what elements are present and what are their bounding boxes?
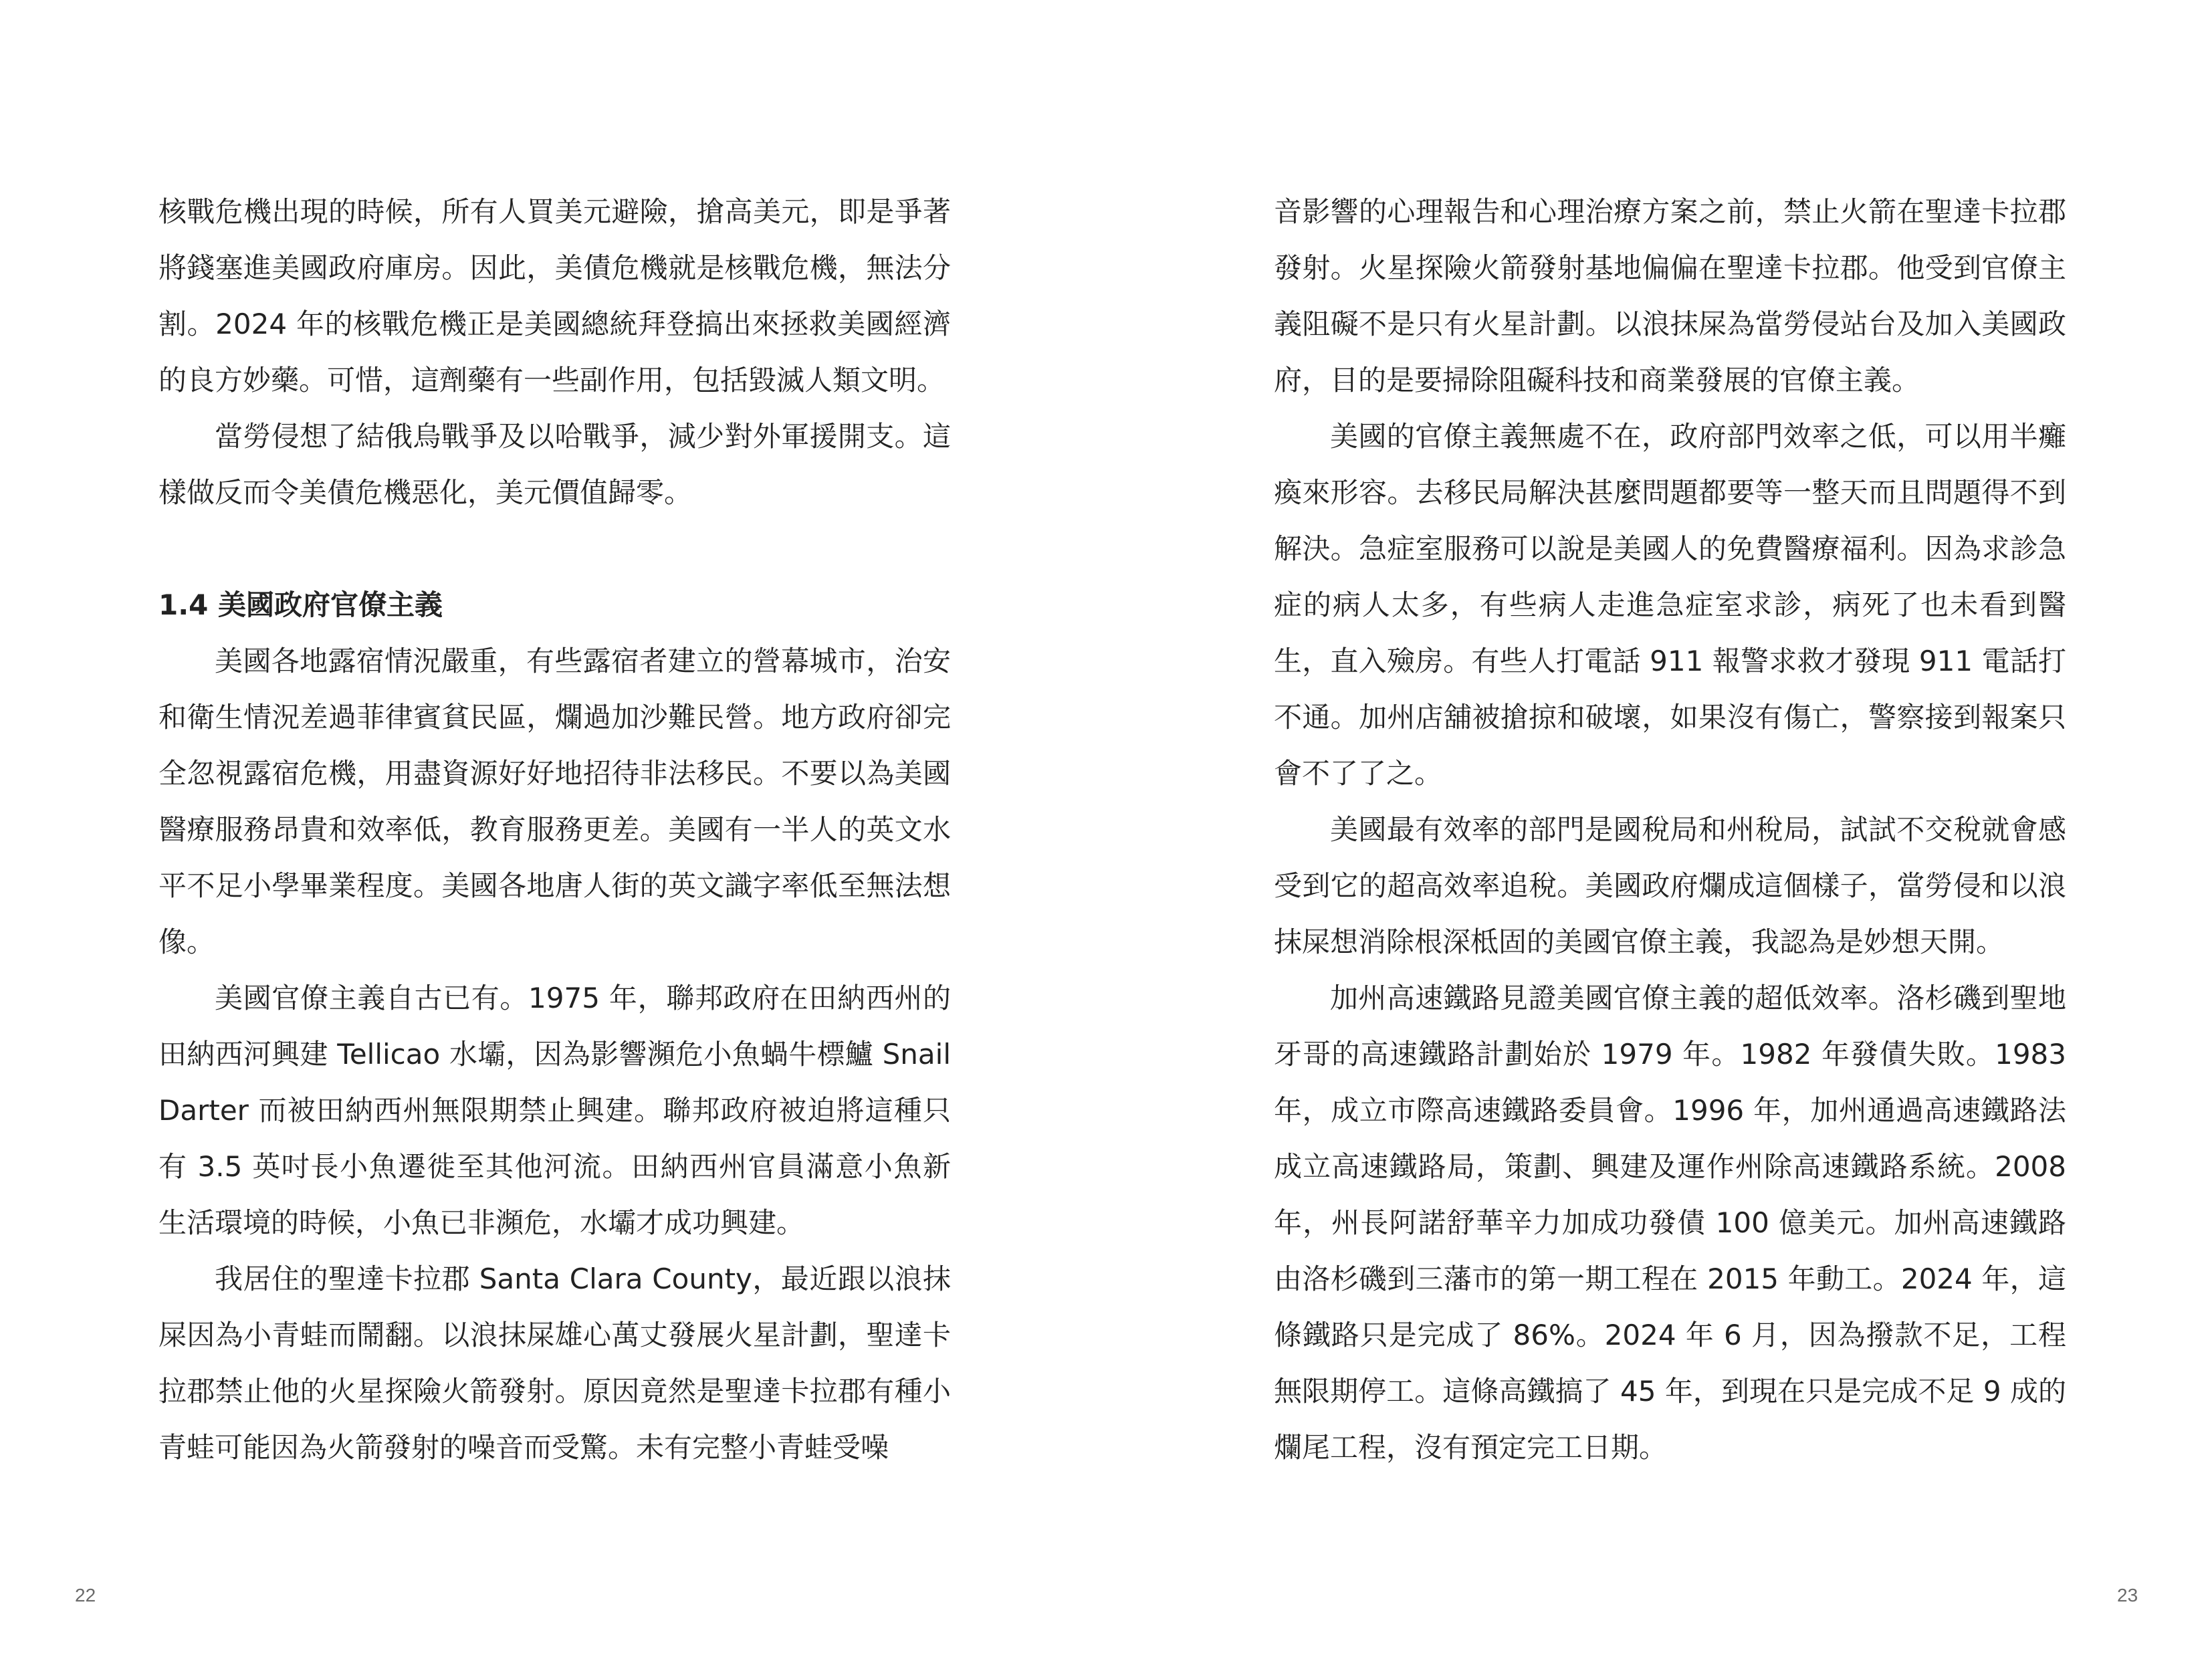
right-text-column <box>1274 184 2066 1476</box>
section-heading: 1.4 美國政府官僚主義 <box>158 588 443 621</box>
paragraph: 音影響的心理報告和心理治療方案之前，禁止火箭在聖達卡拉郡發射。火星探險火箭發射基地偏偏在聖達卡拉郡。他受到官僚主義阻礙不是只有火星計劃。以浪抹屎為當勞侵站台及加入美國政府，目的是要掃除阻礙科技和商業發展的官僚主義。 <box>1274 195 2066 397</box>
paragraph: 我居住的聖達卡拉郡 Santa Clara County，最近跟以浪抹屎因為小青蛙而鬧翻。以浪抹屎雄心萬丈發展火星計劃，聖達卡拉郡禁止他的火星探險火箭發射。原因竟然是聖達卡拉郡有種小青蛙可能因為火箭發射的噪音而受驚。未有完整小青蛙受噪 <box>158 1262 951 1464</box>
right-page <box>1106 0 2212 1659</box>
paragraph: 加州高速鐵路見證美國官僚主義的超低效率。洛杉磯到聖地牙哥的高速鐵路計劃始於 1979 年。1982 年發債失敗。1983 年，成立市際高速鐵路委員會。1996 年，加州通過高速鐵路法成立高速鐵路局，策劃、興建及運作州除高速鐵路系統。2008 年，州長阿諾舒華辛力加成功發債 100 億美元。加州高速鐵路由洛杉磯到三藩市的第一期工程在 2015 年動工。2024 年，這條鐵路只是完成了 86%。2024 年 6 月，因為撥款不足，工程無限期停工。這條高鐵搞了 45 年，到現在只是完成不足 9 成的爛尾工程，沒有預定完工日期。 <box>1274 982 2066 1464</box>
page-number: 23 <box>2117 1585 2138 1606</box>
paragraph: 美國官僚主義自古已有。1975 年，聯邦政府在田納西州的田納西河興建 Tellicao 水壩，因為影響瀕危小魚蝸牛標鱸 Snail Darter 而被田納西州無限期禁止興建。聯邦政府被迫將這種只有 3.5 英吋長小魚遷徙至其他河流。田納西州官員滿意小魚新生活環境的時候，小魚已非瀕危，水壩才成功興建。 <box>158 982 951 1239</box>
paragraph: 當勞侵想了結俄烏戰爭及以哈戰爭，減少對外軍援開支。這樣做反而令美債危機惡化，美元價值歸零。 <box>158 420 951 509</box>
paragraph: 美國的官僚主義無處不在，政府部門效率之低，可以用半癱瘓來形容。去移民局解決甚麼問題都要等一整天而且問題得不到解決。急症室服務可以說是美國人的免費醫療福利。因為求診急症的病人太多，有些病人走進急症室求診，病死了也未看到醫生，直入殮房。有些人打電話 911 報警求救才發現 911 電話打不通。加州店舖被搶掠和破壞，如果沒有傷亡，警察接到報案只會不了了之。 <box>1274 420 2066 790</box>
paragraph: 核戰危機出現的時候，所有人買美元避險，搶高美元，即是爭著將錢塞進美國政府庫房。因此，美債危機就是核戰危機，無法分割。2024 年的核戰危機正是美國總統拜登搞出來拯救美國經濟的良方妙藥。可惜，這劑藥有一些副作用，包括毀滅人類文明。 <box>158 195 951 397</box>
paragraph: 美國最有效率的部門是國稅局和州稅局，試試不交稅就會感受到它的超高效率追稅。美國政府爛成這個樣子，當勞侵和以浪抹屎想消除根深柢固的美國官僚主義，我認為是妙想天開。 <box>1274 813 2066 958</box>
paragraph: 美國各地露宿情況嚴重，有些露宿者建立的營幕城市，治安和衛生情況差過菲律賓貧民區，爛過加沙難民營。地方政府卻完全忽視露宿危機，用盡資源好好地招待非法移民。不要以為美國醫療服務昂貴和效率低，教育服務更差。美國有一半人的英文水平不足小學畢業程度。美國各地唐人街的英文識字率低至無法想像。 <box>158 645 951 958</box>
left-text-column <box>158 184 951 1476</box>
page-number: 22 <box>75 1585 96 1606</box>
